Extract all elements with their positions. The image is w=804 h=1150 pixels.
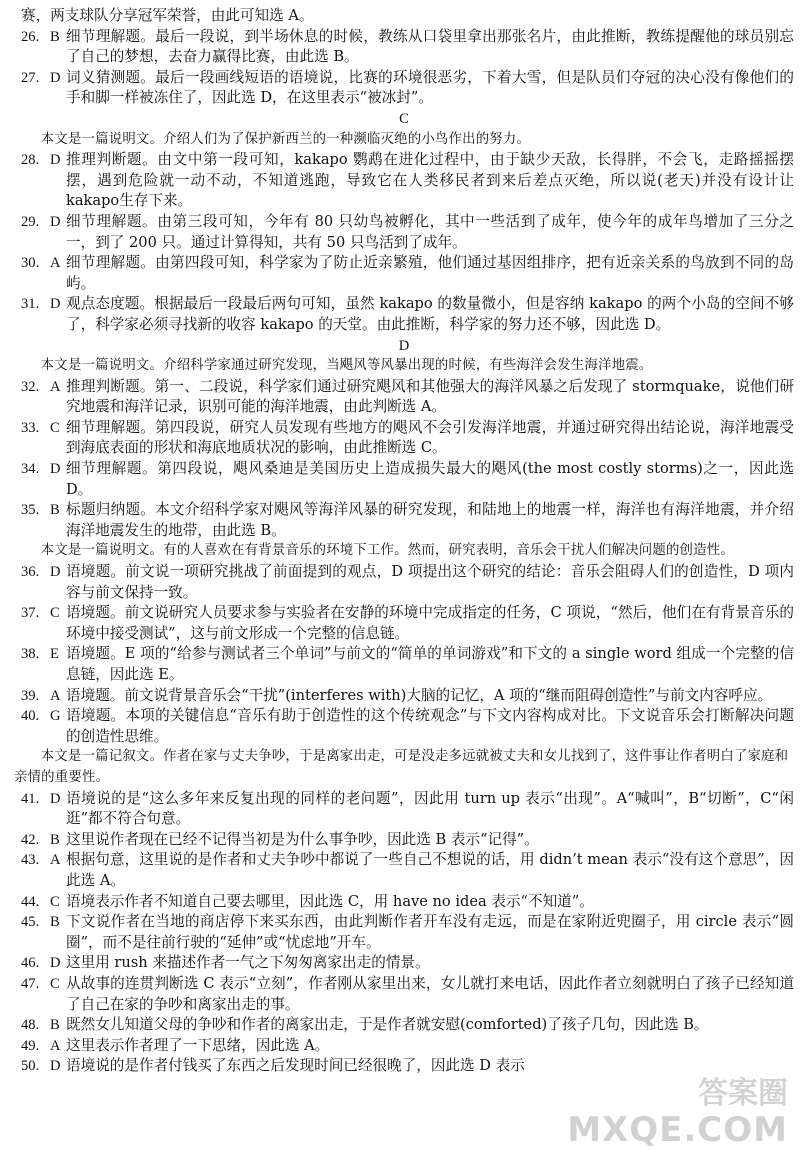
section-d-intro: 本文是一篇说明文。介绍科学家通过研究发现，当飓风等风暴出现的时候，有些海洋会发生海洋地震。 [40, 358, 653, 374]
answer-letter: A [50, 378, 61, 395]
items-section-d [14, 377, 794, 542]
answer-letter: C [50, 975, 60, 992]
question-number: 46. [21, 955, 40, 972]
answer-letter: B [50, 914, 60, 931]
answer-letter: B [50, 831, 60, 848]
question-number: 26. [21, 28, 40, 45]
answer-letter: A [50, 687, 61, 704]
answer-letter: D [50, 564, 61, 581]
question-number: 42. [21, 831, 40, 848]
answer-item [14, 953, 794, 974]
answer-item [14, 1015, 794, 1036]
question-number: 27. [21, 69, 40, 86]
explanation-text: 这里说作者现在已经不记得当初是为什么事争吵，因此选 B 表示“记得”。 [66, 830, 539, 848]
question-number: 41. [21, 790, 40, 807]
answer-item [14, 912, 794, 953]
answer-item [14, 68, 794, 109]
watermark-en: MXQE.COM [567, 1110, 788, 1150]
explanation-text: 下文说作者在当地的商店停下来买东西，由此判断作者开车没有走远，而是在家附近兜圈子，用 circle 表示“圆圈”，而不是往前行驶的“延伸”或“忧虑地”开车。 [66, 913, 794, 951]
explanation-text: 这里表示作者理了一下思绪，因此选 A。 [66, 1036, 330, 1054]
section-c-intro: 本文是一篇说明文。介绍人们为了保护新西兰的一种濒临灭绝的小鸟作出的努力。 [40, 131, 531, 147]
explanation-text: 标题归纳题。本文介绍科学家对飓风等海洋风暴的研究发现，和陆地上的地震一样，海洋也有海洋地震，并介绍海洋地震发生的地带，由此选 B。 [66, 501, 794, 539]
question-number: 43. [21, 852, 40, 869]
question-number: 28. [21, 152, 40, 169]
explanation-text: 既然女儿知道父母的争吵和作者的离家出走，于是作者就安慰(comforted)了孩子几句，因此选 B。 [66, 1016, 709, 1034]
answer-letter: C [50, 893, 60, 910]
question-number: 34. [21, 461, 40, 478]
items-section-c [14, 150, 794, 335]
answer-item [14, 1036, 794, 1057]
answer-letter: B [50, 28, 60, 45]
answer-letter: E [50, 646, 59, 663]
answer-letter: D [50, 296, 61, 313]
explanation-text: 推理判断题。第一、二段说，科学家们通过研究飓风和其他强大的海洋风暴之后发现了 stormquake，说他们研究地震和海洋记录，识别可能的海洋地震，由此判断选 A。 [66, 377, 794, 416]
answer-item [14, 150, 794, 212]
answer-letter: A [50, 1037, 61, 1054]
question-number: 29. [21, 213, 40, 230]
explanation-text: 细节理解题。第四段说，研究人员发现有些地方的飓风不会引发海洋地震，并通过研究得出结论说，海洋地震受到海底表面的形状和海底地质状况的影响，由此推断选 C。 [66, 418, 794, 457]
answer-letter: D [50, 790, 61, 807]
explanation-text: 推理判断题。由文中第一段可知，kakapo 鹦鹉在进化过程中，由于缺少天敌，长得胖，不会飞，走路摇摇摆摆，遇到危险就一动不动，不知道逃跑，导致它在人类移民者到来后差点灭绝，所以说(老天)并没有设计让kakapo生存下来。 [66, 151, 794, 210]
answer-item [14, 850, 794, 891]
explanation-text: 语境题。前文说背景音乐会“干扰”(interferes with)大脑的记忆，A 项的“继而阻碍创造性”与前文内容呼应。 [66, 686, 773, 704]
answer-letter: A [50, 852, 61, 869]
explanation-text: 细节理解题。由第四段可知，科学家为了防止近亲繁殖，他们通过基因组排序，把有近亲关系的鸟放到不同的岛屿。 [66, 254, 794, 292]
explanation-text: 词义猜测题。最后一段画线短语的语境说，比赛的环境很恶劣，下着大雪，但是队员们夺冠的决心没有像他们的手和脚一样被冻住了，因此选 D，在这里表示“被冰封”。 [66, 68, 794, 107]
question-number: 35. [21, 502, 40, 519]
answer-item [14, 212, 794, 253]
explanation-text: 语境题。E 项的“给参与测试者三个单词”与前文的“简单的单词游戏”和下文的 a single word 组成一个完整的信息链，因此选 E。 [66, 645, 794, 683]
answer-letter: D [50, 461, 61, 478]
items-section-e [14, 562, 794, 747]
explanation-text: 这里用 rush 来描述作者一气之下匆匆离家出走的情景。 [66, 954, 430, 972]
question-number: 31. [21, 296, 40, 313]
answer-letter: B [50, 502, 60, 519]
question-number: 32. [21, 378, 40, 395]
answer-item [14, 253, 794, 294]
answer-letter: C [50, 605, 60, 622]
explanation-text: 观点态度题。根据最后一段最后两句可知，虽然 kakapo 的数量微小，但是容纳 kakapo 的两个小岛的空间不够了，科学家必须寻找新的收容 kakapo 的天堂。由此推断，科学家的努力还不够，因此选 D。 [66, 295, 794, 333]
explanation-text: 语境说的是作者付钱买了东西之后发现时间已经很晚了，因此选 D 表示 [66, 1057, 525, 1075]
explanation-text: 根据句意，这里说的是作者和丈夫争吵中都说了一些自己不想说的话，用 didn’t mean 表示“没有这个意思”，因此选 A。 [66, 851, 794, 889]
answer-letter: D [50, 69, 61, 86]
items-section-f [14, 789, 794, 1077]
answer-item [14, 603, 794, 644]
question-number: 36. [21, 564, 40, 581]
answer-item [14, 377, 794, 418]
answer-item [14, 294, 794, 335]
continued-line [14, 6, 794, 27]
question-number: 50. [21, 1058, 40, 1075]
answer-letter: A [50, 255, 61, 272]
answer-letter: G [50, 708, 61, 725]
answer-letter: D [50, 955, 61, 972]
site-watermark [567, 1071, 794, 1150]
question-number: 48. [21, 1017, 40, 1034]
question-number: 47. [21, 975, 40, 992]
explanation-text: 语境表示作者不知道自己要去哪里，因此选 C，用 have no idea 表示“不知道”。 [66, 892, 594, 910]
answer-item [14, 459, 794, 500]
answer-item [14, 830, 794, 851]
explanation-text: 细节理解题。第四段说，飓风桑迪是美国历史上造成损失最大的飓风(the most costly storms)之一，因此选 D。 [66, 460, 794, 498]
explanation-text: 语境题。前文说一项研究挑战了前面提到的观点，D 项提出这个研究的结论：音乐会阻碍人们的创造性，D 项内容与前文保持一致。 [66, 563, 794, 601]
question-number: 38. [21, 646, 40, 663]
answer-item [14, 706, 794, 747]
answer-letter: D [50, 213, 61, 230]
answer-letter: D [50, 1058, 61, 1075]
answer-letter: C [50, 419, 60, 436]
answer-item [14, 892, 794, 913]
answer-item [14, 686, 794, 707]
explanation-text: 语境说的是“这么多年来反复出现的同样的老问题”，因此用 turn up 表示“出现”。A“喊叫”，B“切断”，C“闲逛”都不符合句意。 [66, 789, 794, 828]
answer-item [14, 418, 794, 459]
explanation-text: 细节理解题。由第三段可知，今年有 80 只幼鸟被孵化，其中一些活到了成年，使今年的成年鸟增加了三分之一，到了 200 只。通过计算得知，共有 50 只鸟活到了成年。 [66, 212, 794, 251]
answer-item [14, 789, 794, 830]
question-number: 45. [21, 914, 40, 931]
question-number: 37. [21, 605, 40, 622]
items-section-b [14, 27, 794, 109]
section-c-heading: C [399, 110, 409, 127]
answer-item [14, 974, 794, 1015]
answer-item [14, 500, 794, 541]
question-number: 40. [21, 708, 40, 725]
section-f-intro: 本文是一篇记叙文。作者在家与丈夫争吵，于是离家出走，可是没走多远就被丈夫和女儿找到了，这件事让作者明白了家庭和亲情的重要性。 [14, 749, 789, 785]
explanation-text: 细节理解题。最后一段说，到半场休息的时候，教练从口袋里拿出那张名片，由此推断，教练提醒他的球员别忘了自己的梦想，去奋力赢得比赛，由此选 B。 [66, 27, 794, 66]
answer-explanation-page [14, 6, 794, 1077]
section-d-heading: D [398, 337, 410, 354]
answer-letter: D [50, 152, 61, 169]
explanation-text: 从故事的连贯判断选 C 表示“立刻”，作者刚从家里出来，女儿就打来电话，因此作者立刻就明白了孩子已经知道了自己在家的争吵和离家出走的事。 [66, 974, 794, 1013]
explanation-text: 语境题。前文说研究人员要求参与实验者在安静的环境中完成指定的任务，C 项说，“然后，他们在有背景音乐的环境中接受测试”，这与前文形成一个完整的信息链。 [66, 604, 794, 642]
question-number: 39. [21, 687, 40, 704]
answer-letter: B [50, 1017, 60, 1034]
answer-item [14, 562, 794, 603]
answer-item [14, 27, 794, 68]
continued-text: 赛，两支球队分享冠军荣誉，由此可知选 A。 [21, 7, 314, 24]
watermark-cn: 答案圈 [698, 1076, 788, 1112]
answer-item [14, 644, 794, 685]
explanation-text: 语境题。本项的关键信息“音乐有助于创造性的这个传统观念”与下文内容构成对比。下文说音乐会打断解决问题的创造性思维。 [66, 707, 794, 745]
question-number: 49. [21, 1037, 40, 1054]
question-number: 44. [21, 893, 40, 910]
question-number: 30. [21, 255, 40, 272]
question-number: 33. [21, 419, 40, 436]
section-e-intro: 本文是一篇说明文。有的人喜欢在有背景音乐的环境下工作。然而，研究表明，音乐会干扰人们解决问题的创造性。 [40, 543, 734, 559]
